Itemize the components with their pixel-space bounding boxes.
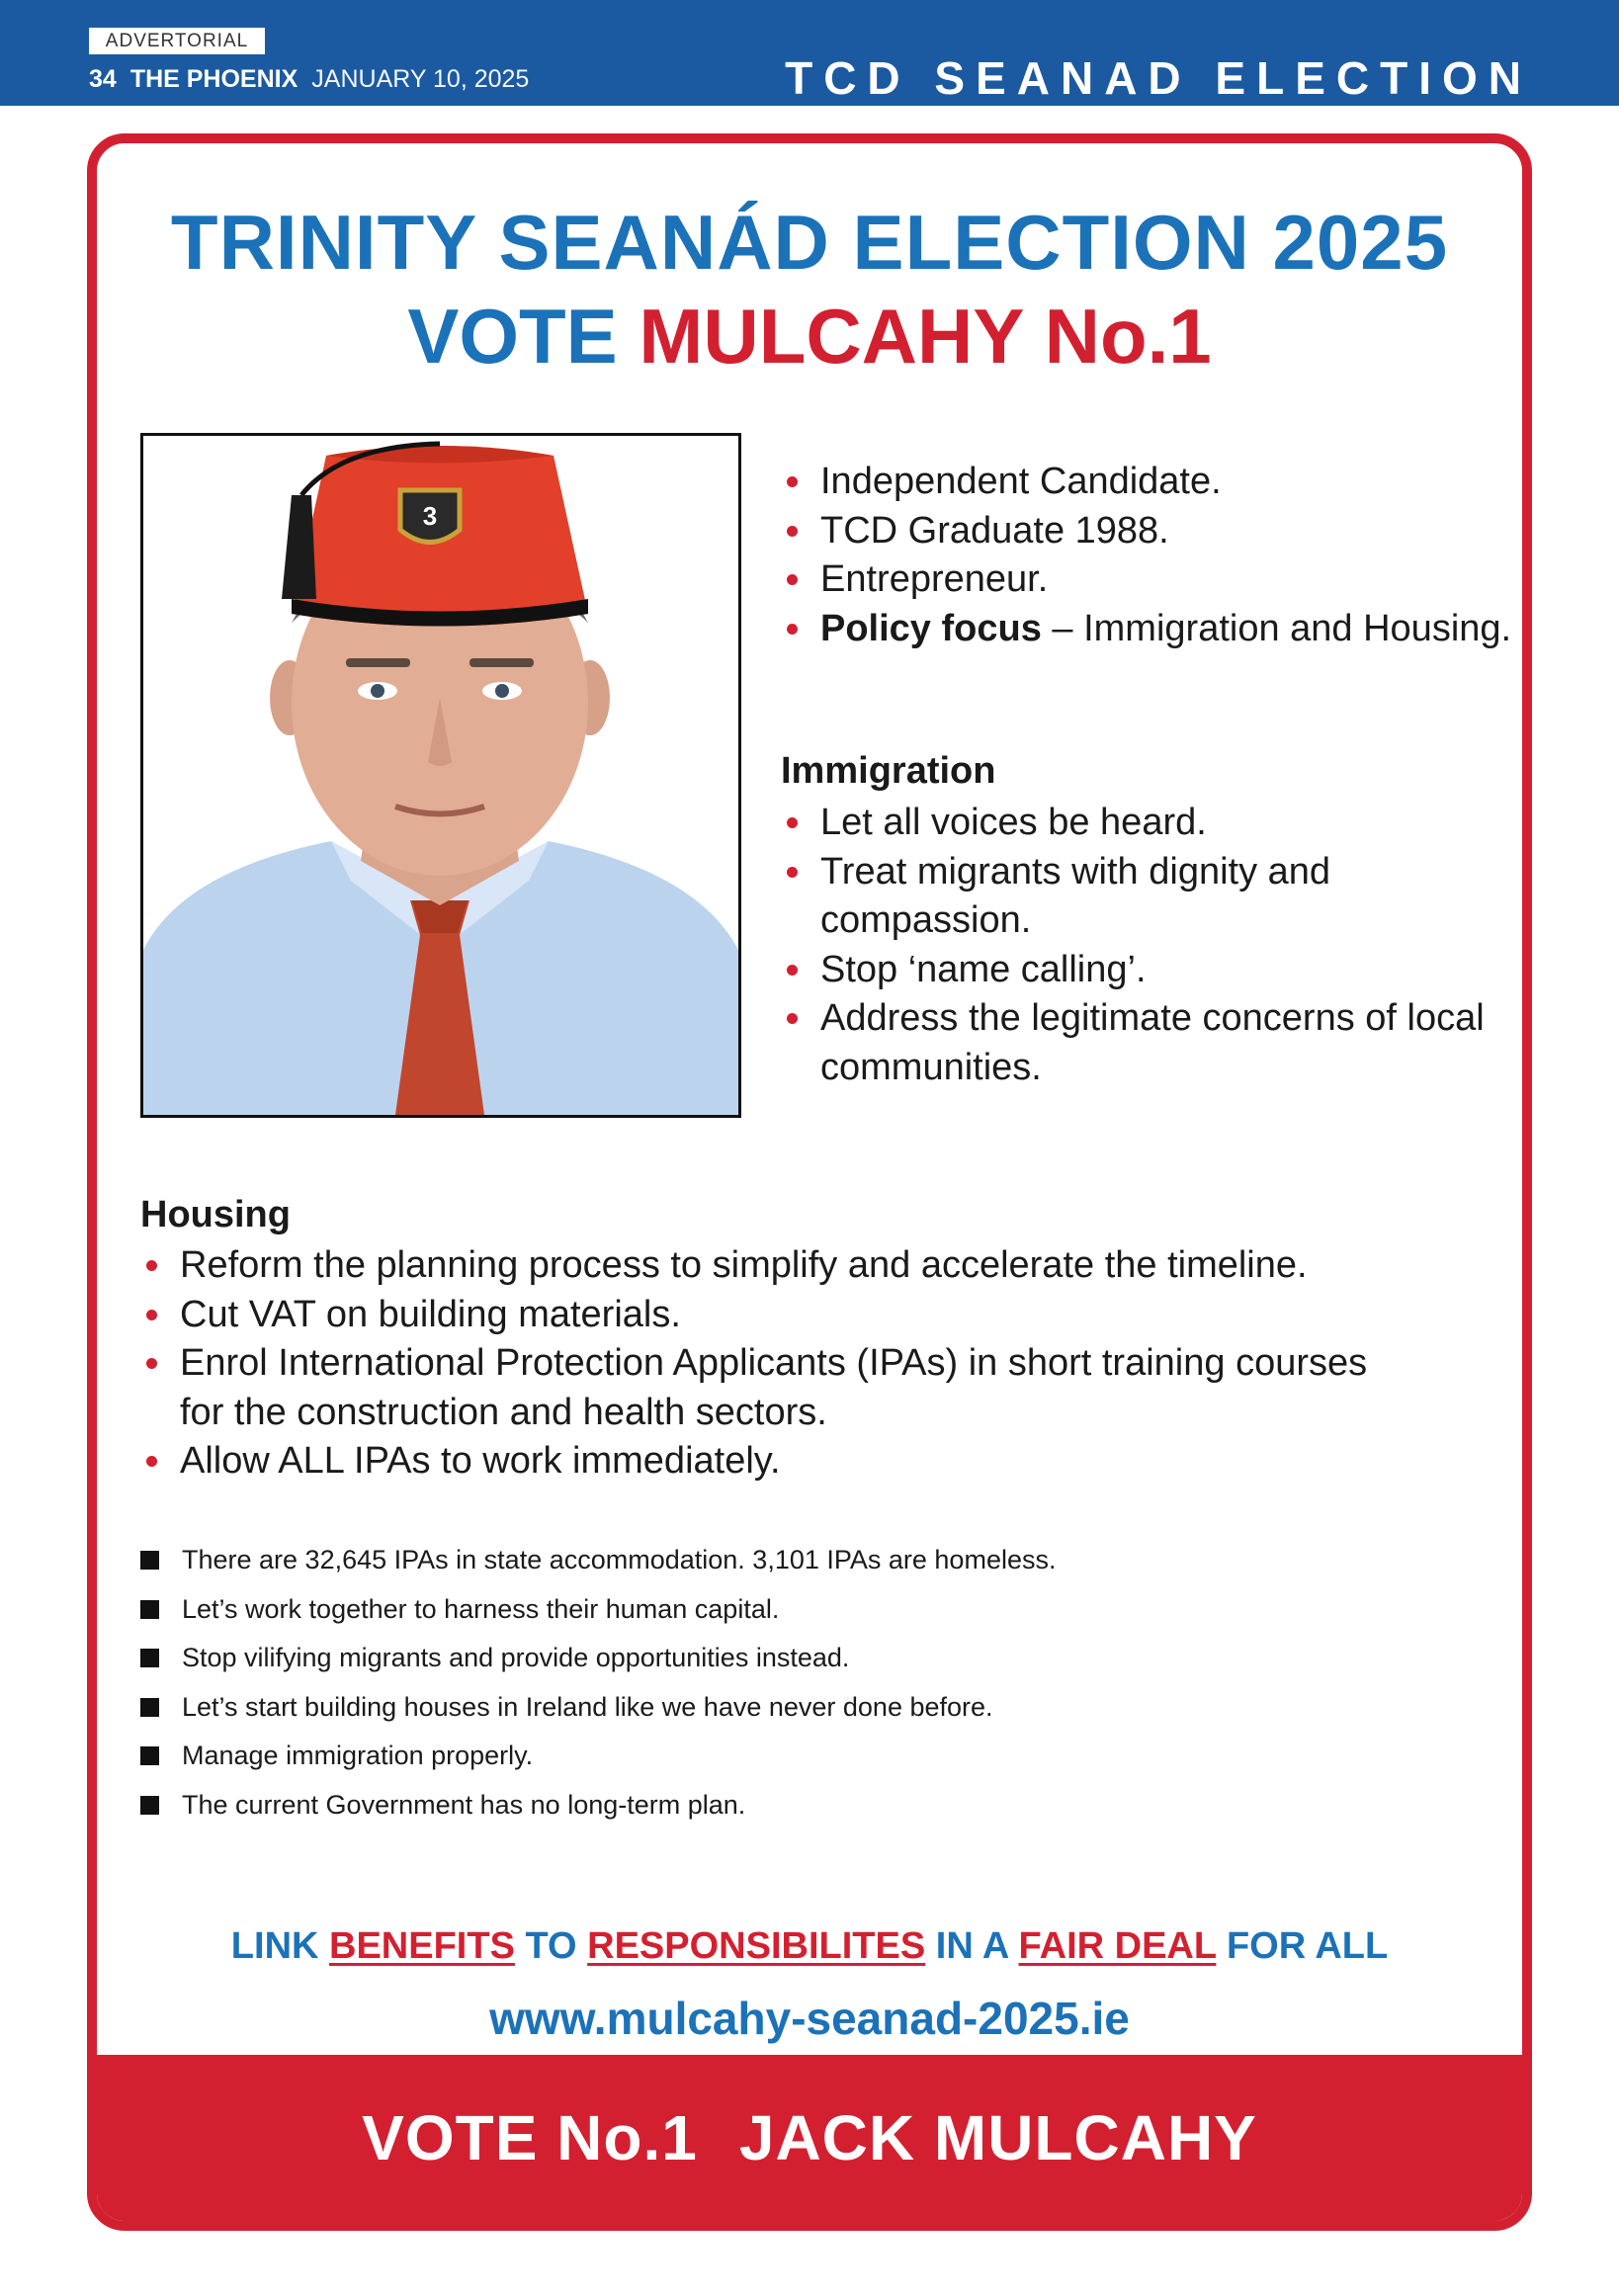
issue-date: JANUARY 10, 2025 <box>311 65 530 93</box>
fact-item: Manage immigration properly. <box>140 1732 1056 1781</box>
list-item: Independent Candidate. <box>781 458 1511 507</box>
campaign-website: www.mulcahy-seanad-2025.ie <box>489 1993 1130 2044</box>
list-item: Policy focus – Immigration and Housing. <box>781 605 1511 654</box>
publication-name: THE PHOENIX <box>129 65 298 93</box>
fact-item: Stop vilifying migrants and provide opportunities instead. <box>140 1634 1056 1683</box>
ad-title: TRINITY SEANÁD ELECTION 2025 <box>170 199 1449 286</box>
issue-line <box>89 65 529 94</box>
immigration-heading: Immigration <box>781 750 996 792</box>
list-item: Cut VAT on building materials. <box>140 1291 1445 1340</box>
slogan-benefits: BENEFITS <box>329 1925 515 1967</box>
page-number: 34 <box>89 65 117 93</box>
candidate-callout: MULCAHY No.1 <box>639 293 1212 380</box>
list-item: Enrol International Protection Applicants (IPAs) in short training courses for the construction and health sectors. <box>140 1339 1396 1437</box>
slogan-fair-deal: FAIR DEAL <box>1018 1925 1217 1967</box>
housing-list <box>140 1241 1445 1487</box>
advertorial-label: ADVERTORIAL <box>89 28 265 54</box>
list-item: Let all voices be heard. <box>781 799 1522 848</box>
fact-item: The current Government has no long-term plan. <box>140 1781 1056 1830</box>
list-item: TCD Graduate 1988. <box>781 507 1511 556</box>
ad-subtitle <box>97 292 1522 382</box>
vote-banner <box>97 2055 1522 2221</box>
slogan: LINK BENEFITS TO RESPONSIBILITES IN A FAIR DEAL FOR ALL <box>230 1925 1389 1967</box>
slogan-responsibilities: RESPONSIBILITES <box>587 1925 926 1967</box>
vote-word: VOTE <box>407 293 618 380</box>
list-item: Entrepreneur. <box>781 555 1511 605</box>
fact-item: Let’s start building houses in Ireland like we have never done before. <box>140 1683 1056 1733</box>
housing-heading: Housing <box>140 1194 291 1235</box>
facts-list <box>140 1536 1056 1829</box>
candidate-portrait-illustration <box>143 436 738 1115</box>
advert-frame <box>87 133 1532 2231</box>
svg-text:3: 3 <box>422 501 438 531</box>
section-title: TCD SEANAD ELECTION <box>785 52 1532 104</box>
header-bar <box>0 0 1619 106</box>
candidate-photo <box>140 433 741 1118</box>
banner-candidate: JACK MULCAHY <box>738 2102 1257 2173</box>
list-item: Reform the planning process to simplify and accelerate the timeline. <box>140 1241 1445 1291</box>
list-item: Stop ‘name calling’. <box>781 946 1522 995</box>
intro-list <box>781 458 1511 653</box>
banner-vote: VOTE No.1 <box>362 2102 698 2173</box>
fact-item: Let’s work together to harness their human capital. <box>140 1585 1056 1635</box>
list-item: Treat migrants with dignity and compassion. <box>781 848 1522 946</box>
policy-focus-label: Policy focus <box>820 607 1042 649</box>
fact-item: There are 32,645 IPAs in state accommodation. 3,101 IPAs are homeless. <box>140 1536 1056 1585</box>
list-item: Allow ALL IPAs to work immediately. <box>140 1437 1445 1487</box>
immigration-list <box>781 799 1522 1092</box>
list-item: Address the legitimate concerns of local communities. <box>781 994 1522 1092</box>
